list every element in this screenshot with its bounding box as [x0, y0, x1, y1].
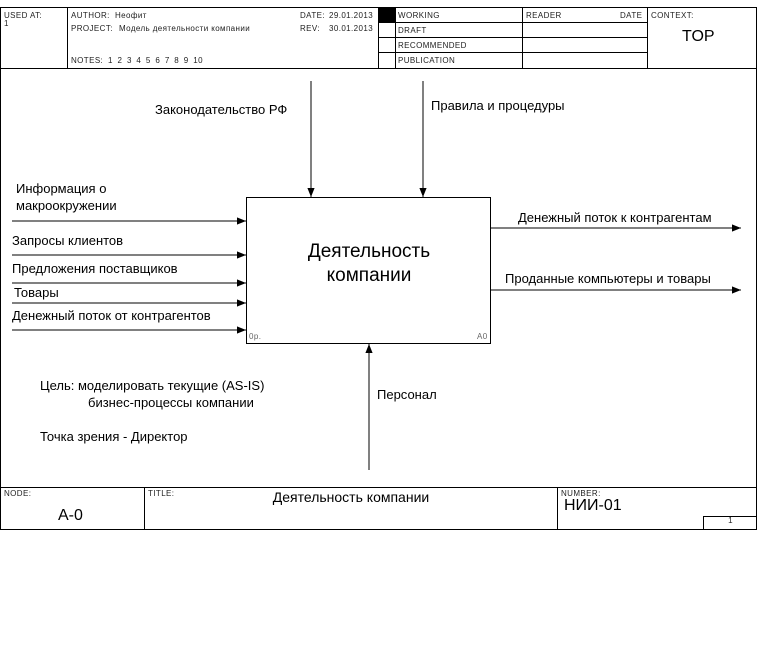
- used-at-label: USED AT:: [4, 11, 43, 20]
- used-at-value: 1: [4, 19, 9, 28]
- number-value: НИИ-01: [564, 497, 622, 514]
- reader-label: READER: [526, 11, 562, 20]
- working-status-marker: [379, 8, 395, 22]
- notes-label: NOTES:: [71, 56, 104, 65]
- author-value: Неофит: [115, 11, 147, 20]
- activity-node-number: A0: [477, 332, 488, 341]
- activity-title-line1: Деятельность: [307, 241, 431, 262]
- activity-title-line2: компании: [326, 265, 412, 286]
- status-draft: DRAFT: [398, 26, 427, 35]
- activity-cost: 0р.: [249, 332, 262, 341]
- diagram-title: Деятельность компании: [272, 489, 430, 505]
- author-label: AUTHOR:: [71, 11, 110, 20]
- notes-values: 1 2 3 4 5 6 7 8 9 10: [108, 56, 203, 65]
- page-number: 1: [728, 516, 733, 525]
- output-label-sold: Проданные компьютеры и товары: [505, 271, 711, 286]
- reader-date-label: DATE: [620, 11, 643, 20]
- input-label-goods: Товары: [14, 285, 59, 300]
- control-label-legislation: Законодательство РФ: [155, 102, 288, 117]
- input-label-cash-in: Денежный поток от контрагентов: [12, 308, 211, 323]
- node-label: NODE:: [4, 489, 32, 498]
- input-label-requests: Запросы клиентов: [12, 233, 124, 248]
- rev-label: REV:: [300, 24, 320, 33]
- input-label-info-line2: макроокружении: [16, 198, 117, 213]
- input-label-info-line1: Информация о: [16, 181, 107, 196]
- node-value: A-0: [58, 507, 83, 524]
- number-label: NUMBER:: [561, 489, 601, 498]
- context-label: CONTEXT:: [651, 11, 694, 20]
- viewpoint-text: Точка зрения - Директор: [40, 429, 188, 444]
- output-label-cash-out: Денежный поток к контрагентам: [518, 210, 712, 225]
- date-value: 29.01.2013: [329, 11, 374, 20]
- purpose-line1: Цель: моделировать текущие (AS-IS): [40, 378, 265, 393]
- mechanism-label-personnel: Персонал: [377, 387, 437, 402]
- context-value: TOP: [682, 28, 715, 45]
- title-label: TITLE:: [148, 489, 175, 498]
- rev-value: 30.01.2013: [329, 24, 374, 33]
- input-label-offers: Предложения поставщиков: [12, 261, 178, 276]
- status-recommended: RECOMMENDED: [398, 41, 467, 50]
- status-publication: PUBLICATION: [398, 56, 456, 65]
- purpose-line2: бизнес-процессы компании: [88, 395, 254, 410]
- date-label: DATE:: [300, 11, 325, 20]
- status-working: WORKING: [398, 11, 440, 20]
- control-label-procedures: Правила и процедуры: [431, 98, 565, 113]
- project-value: Модель деятельности компании: [119, 24, 251, 33]
- project-label: PROJECT:: [71, 24, 113, 33]
- activity-title: [247, 240, 491, 288]
